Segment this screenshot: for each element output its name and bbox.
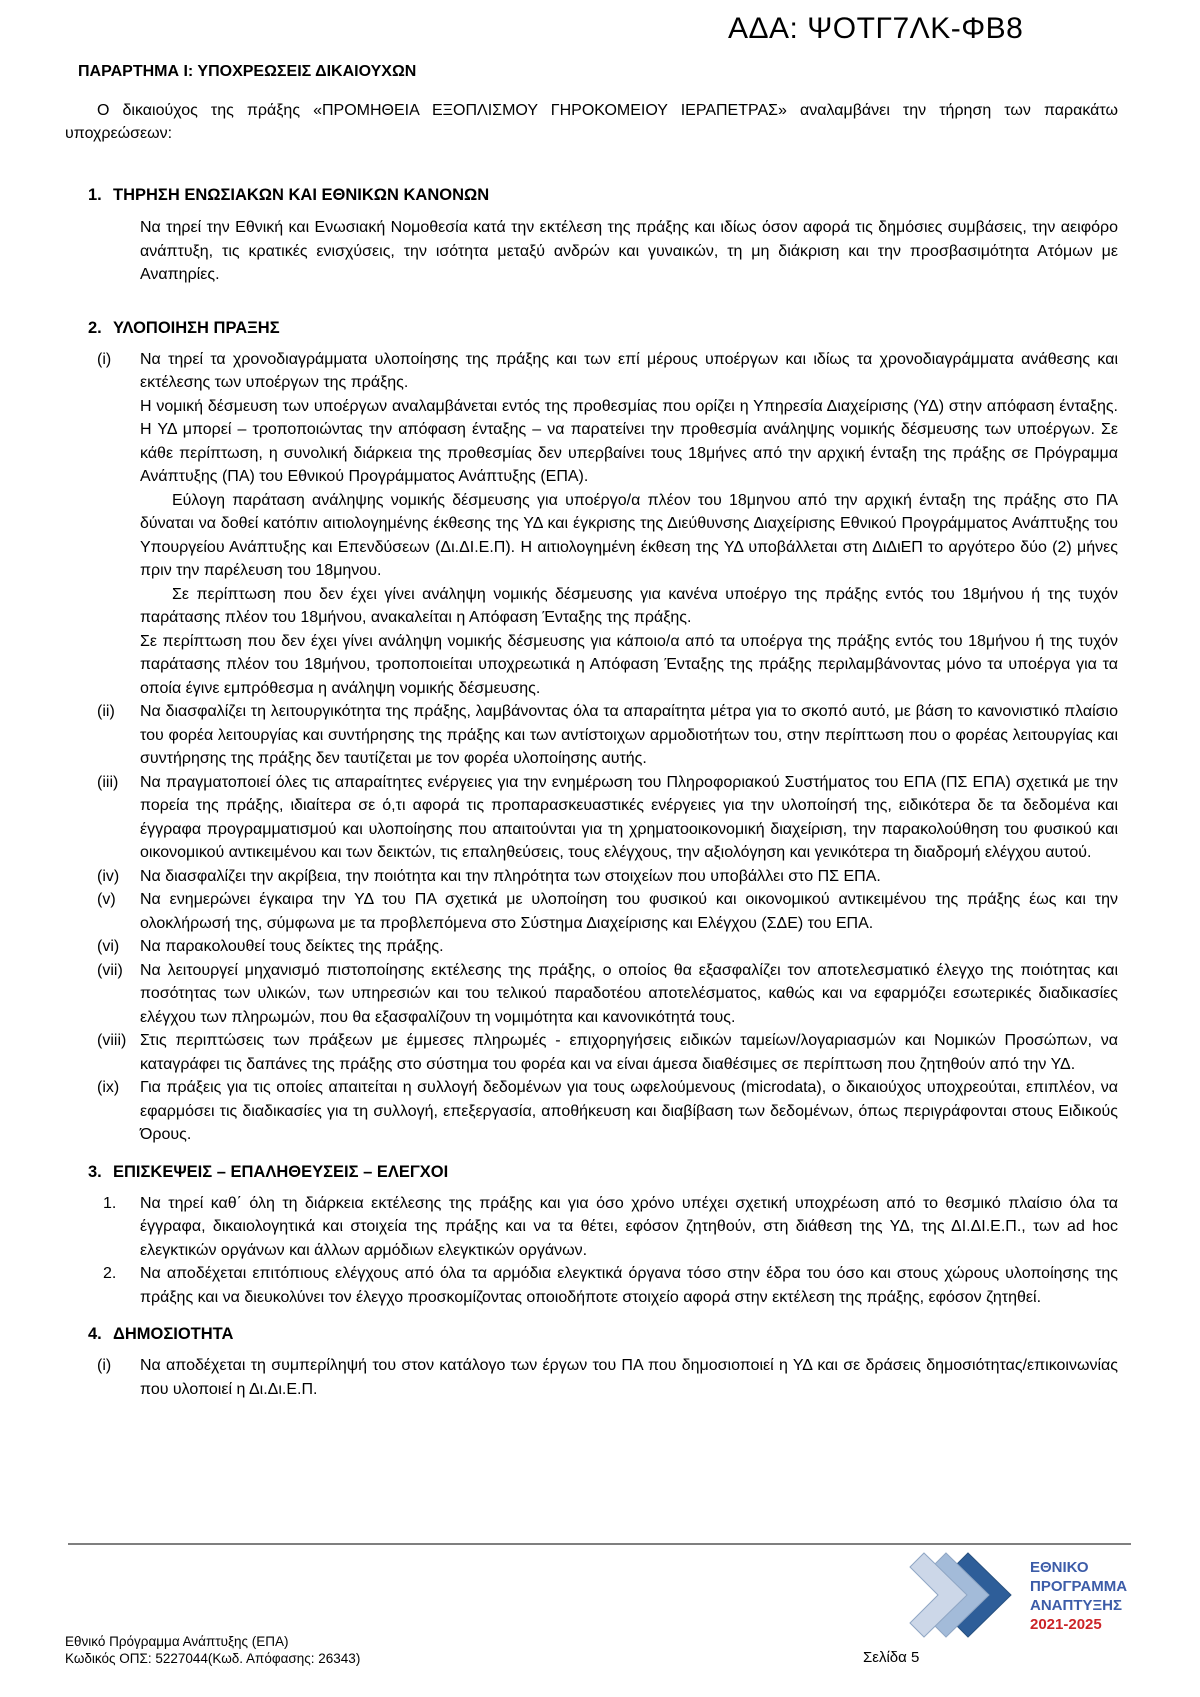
section-1-heading xyxy=(65,185,1118,205)
item-marker: (iii) xyxy=(97,773,119,791)
intro-paragraph: Ο δικαιούχος της πράξης «ΠΡΟΜΗΘΕΙΑ ΕΞΟΠΛΙΣΜΟΥ ΓΗΡΟΚΟΜΕΙΟΥ ΙΕΡΑΠΕΤΡΑΣ» αναλαμβάνει την τήρηση των παρακάτω υποχρεώσεων: xyxy=(65,102,1118,142)
list-item xyxy=(65,1354,1118,1401)
list-item xyxy=(65,1029,1118,1076)
epa-logo xyxy=(908,1552,1128,1638)
section-number: 3. xyxy=(88,1162,102,1181)
item-marker: (vii) xyxy=(97,961,123,979)
list-item xyxy=(65,1192,1118,1263)
list-item xyxy=(65,348,1118,701)
item-marker: (vi) xyxy=(97,938,120,955)
item-marker: (i) xyxy=(97,350,112,368)
paragraph: Εύλογη παράταση ανάληψης νομικής δέσμευσης για υποέργο/α πλέον του 18μηνου από την αρχική ένταξη της πράξης στο ΠΑ δύναται να δοθεί κατόπιν αιτιολογημένης έκθεσης της ΥΔ και έγκρισης της Διεύθυνσης Διαχείρισης Εθνικού Προγράμματος Ανάπτυξης του Υπουργείου Ανάπτυξης και Επενδύσεων (Δι.ΔΙ.Ε.Π). Η αιτιολογημένη έκθεση της ΥΔ υποβάλλεται στη ΔιΔιΕΠ το αργότερο δύο (2) μήνες πριν την παρέλευση του 18μηνου. xyxy=(140,491,1118,579)
epa-logo-text xyxy=(1030,1558,1127,1634)
logo-line: ΑΝΑΠΤΥΞΗΣ xyxy=(1030,1597,1122,1614)
logo-line: ΠΡΟΓΡΑΜΜΑ xyxy=(1030,1578,1128,1595)
section-4-heading xyxy=(65,1324,1118,1344)
page-number: Σελίδα 5 xyxy=(863,1649,920,1666)
section-title: ΥΛΟΠΟΙΗΣΗ ΠΡΑΞΗΣ xyxy=(113,318,280,337)
list-item xyxy=(65,888,1118,935)
footer-code: Κωδικός ΟΠΣ: 5227044(Κωδ. Απόφασης: 26343) xyxy=(65,1650,361,1666)
section-4-items xyxy=(65,1354,1118,1401)
section-title: ΤΗΡΗΣΗ ΕΝΩΣΙΑΚΩΝ ΚΑΙ ΕΘΝΙΚΩΝ ΚΑΝΟΝΩΝ xyxy=(113,186,490,204)
item-text: Να αποδέχεται επιτόπιους ελέγχους από όλα τα αρμόδια ελεγκτικά όργανα τόσο στην έδρα του όσο και στους χώρους υλοποίησης της πράξης και να διευκολύνει τον έλεγχο προσκομίζοντας οποιοδήποτε στοιχείο αφορά στην εκτέλεση της πράξης, εφόσον ζητηθεί. xyxy=(140,1265,1118,1306)
footer-divider xyxy=(68,1543,1131,1545)
item-text: Να λειτουργεί μηχανισμό πιστοποίησης εκτέλεσης της πράξης, ο οποίος θα εξασφαλίζει τον αποτελεσματικό έλεγχο της ποιότητας και ποσότητας των υλικών, των υπηρεσιών και του τελικού παραδοτέου αποτελέσματος, καθώς και να εφαρμόζει εσωτερικές διαδικασίες ελέγχου των πληρωμών, που θα εξασφαλίζουν τη νομιμότητα και κανονικότητά τους. xyxy=(140,961,1118,1026)
section-number: 1. xyxy=(88,186,102,204)
item-text: Να πραγματοποιεί όλες τις απαραίτητες ενέργειες για την ενημέρωση του Πληροφοριακού Συστήματος του ΕΠΑ (ΠΣ ΕΠΑ) σχετικά με την πορεία της πράξης, ιδιαίτερα σε ό,τι αφορά τις προπαρασκευαστικές ενέργειες για την υλοποίησή της, ειδικότερα δε τα δεδομένα και έγγραφα προγραμματισμού και υλοποίησης που απαιτούνται για τη χρηματοοικονομική διαχείριση, την παρακολούθηση του φυσικού και οικονομικού αντικειμένου και των δεικτών, τις επαληθεύσεις, τους ελέγχους, την αξιολόγηση και γενικότερα τη διαδρομή ελέγχου αυτού. xyxy=(140,773,1118,861)
list-item xyxy=(65,771,1118,865)
section-number: 2. xyxy=(88,318,102,337)
list-item xyxy=(65,1262,1118,1309)
item-text: Να αποδέχεται τη συμπερίληψή του στον κατάλογο των έργων του ΠΑ που δημοσιοποιεί η ΥΔ και σε δράσεις δημοσιότητας/επικοινωνίας που υλοποιεί η Δι.Δι.Ε.Π. xyxy=(140,1357,1118,1398)
section-3-items xyxy=(65,1192,1118,1310)
item-marker: (ix) xyxy=(97,1079,120,1096)
item-marker: 1. xyxy=(103,1194,117,1212)
item-text: Να ενημερώνει έγκαιρα την ΥΔ του ΠΑ σχετικά με υλοποίηση του φυσικού και οικονομικού αντικειμένου της πράξης έως και την ολοκλήρωσή της, σύμφωνα με τα προβλεπόμενα στο Σύστημα Διαχείρισης και Ελέγχου (ΣΔΕ) του ΕΠΑ. xyxy=(140,891,1118,932)
page-title: ΠΑΡΑΡΤΗΜΑ Ι: ΥΠΟΧΡΕΩΣΕΙΣ ΔΙΚΑΙΟΥΧΩΝ xyxy=(78,63,417,80)
item-text: Για πράξεις για τις οποίες απαιτείται η συλλογή δεδομένων για τους ωφελούμενους (microdata), ο δικαιούχος υποχρεούται, επιπλέον, να εφαρμόσει τις διαδικασίες για τη συλλογή, επεξεργασία, αποθήκευση και διαβίβαση των δεδομένων, όπως περιγράφονται στους Ειδικούς Όρους. xyxy=(140,1079,1118,1143)
item-text: Να διασφαλίζει τη λειτουργικότητα της πράξης, λαμβάνοντας όλα τα απαραίτητα μέτρα για το σκοπό αυτό, με βάση το κανονιστικό πλαίσιο του φορέα λειτουργίας και συντήρησης της πράξης και των αντίστοιχων αρμοδιοτήτων του, στην περίπτωση που ο φορέας λειτουργίας και συντήρησης της πράξης δεν ταυτίζεται με τον φορέα υλοποίησης αυτής. xyxy=(140,703,1118,767)
list-item xyxy=(65,865,1118,889)
item-marker: (i) xyxy=(97,1357,112,1374)
section-1-body: Να τηρεί την Εθνική και Ενωσιακή Νομοθεσία κατά την εκτέλεση της πράξης και ιδίως όσον αφορά τις δημόσιες συμβάσεις, την αειφόρο ανάπτυξη, τις κρατικές ενισχύσεις, την ισότητα μεταξύ ανδρών και γυναικών, τη μη διάκριση και την προσβασιμότητα Ατόμων με Αναπηρίες. xyxy=(140,219,1118,283)
item-marker: (ii) xyxy=(97,703,115,720)
item-marker: (v) xyxy=(97,891,116,908)
item-text xyxy=(140,348,1118,701)
footer-info xyxy=(65,1634,360,1667)
list-item xyxy=(65,935,1118,959)
item-text: Να παρακολουθεί τους δείκτες της πράξης. xyxy=(140,938,444,955)
ada-code: ΑΔΑ: ΨΟΤΓ7ΛΚ-ΦΒ8 xyxy=(728,12,1024,45)
item-text: Να τηρεί καθ΄ όλη τη διάρκεια εκτέλεσης της πράξης και για όσο χρόνο υπέχει σχετική υποχρέωση από το θεσμικό πλαίσιο όλα τα έγγραφα, δικαιολογητικά και στοιχεία της πράξης και να τα θέτει, εφόσον ζητηθούν, στη διάθεση της ΥΔ, της ΔΙ.ΔΙ.Ε.Π., των ad hoc ελεγκτικών οργάνων και άλλων αρμόδιων ελεγκτικών οργάνων. xyxy=(140,1194,1118,1259)
paragraph: Σε περίπτωση που δεν έχει γίνει ανάληψη νομικής δέσμευσης για κανένα υποέργο της πράξης εντός του 18μήνου ή της τυχόν παράτασης πλέον του 18μήνου, ανακαλείται η Απόφαση Ένταξης της πράξης. xyxy=(140,585,1118,626)
item-marker: (iv) xyxy=(97,867,120,885)
section-title: ΔΗΜΟΣΙΟΤΗΤΑ xyxy=(113,1325,234,1343)
footer-program: Εθνικό Πρόγραμμα Ανάπτυξης (ΕΠΑ) xyxy=(65,1634,289,1649)
section-2-heading xyxy=(65,318,1118,338)
list-item xyxy=(65,1076,1118,1147)
chevrons-icon xyxy=(908,1552,1013,1638)
section-title: ΕΠΙΣΚΕΨΕΙΣ – ΕΠΑΛΗΘΕΥΣΕΙΣ – ΕΛΕΓΧΟΙ xyxy=(113,1162,449,1181)
section-3-heading xyxy=(65,1162,1118,1182)
item-marker: 2. xyxy=(103,1265,117,1282)
paragraph: Σε περίπτωση που δεν έχει γίνει ανάληψη νομικής δέσμευσης για κάποιο/α από τα υποέργα της πράξης εντός του 18μήνου ή της τυχόν παράτασης πλέον του 18μήνου, τροποποιείται υποχρεωτικά η Απόφαση Ένταξης της πράξης περιλαμβάνοντας μόνο τα υποέργα για τα οποία έγινε εμπρόθεσμα η ανάληψη νομικής δέσμευσης. xyxy=(140,632,1118,697)
item-marker: (viii) xyxy=(97,1032,127,1049)
section-number: 4. xyxy=(88,1325,102,1343)
item-text: Να διασφαλίζει την ακρίβεια, την ποιότητα και την πληρότητα των στοιχείων που υποβάλλει στο ΠΣ ΕΠΑ. xyxy=(140,867,881,885)
item-text: Στις περιπτώσεις των πράξεων με έμμεσες πληρωμές - επιχορηγήσεις ειδικών ταμείων/λογαριασμών και Νομικών Προσώπων, να καταγράφει τις δαπάνες της πράξης στο σύστημα του φορέα και να είναι άμεσα διαθέσιμες σε περίπτωση που ζητηθούν από την ΥΔ. xyxy=(140,1032,1118,1073)
list-item xyxy=(65,959,1118,1030)
paragraph: Η νομική δέσμευση των υποέργων αναλαμβάνεται εντός της προθεσμίας που ορίζει η Υπηρεσία Διαχείρισης (ΥΔ) στην απόφαση ένταξης. Η ΥΔ μπορεί – τροποποιώντας την απόφαση ένταξης – να παρατείνει την προθεσμία ανάληψης νομικής δέσμευσης των υποέργων. Σε κάθε περίπτωση, η συνολική διάρκεια της προθεσμίας δεν υπερβαίνει τους 18μήνες από την αρχική ένταξη της πράξης σε Πρόγραμμα Ανάπτυξης (ΠΑ) του Εθνικού Προγράμματος Ανάπτυξης (ΕΠΑ). xyxy=(140,397,1118,485)
list-item xyxy=(65,700,1118,771)
paragraph: Να τηρεί τα χρονοδιαγράμματα υλοποίησης της πράξης και των επί μέρους υποέργων και ιδίως τα χρονοδιαγράμματα ανάθεσης και εκτέλεσης των υποέργων της πράξης. xyxy=(140,350,1118,391)
section-2-items xyxy=(65,348,1118,1147)
logo-line: ΕΘΝΙΚΟ xyxy=(1030,1559,1089,1576)
logo-years: 2021-2025 xyxy=(1030,1616,1102,1633)
document-content xyxy=(65,55,1118,1401)
